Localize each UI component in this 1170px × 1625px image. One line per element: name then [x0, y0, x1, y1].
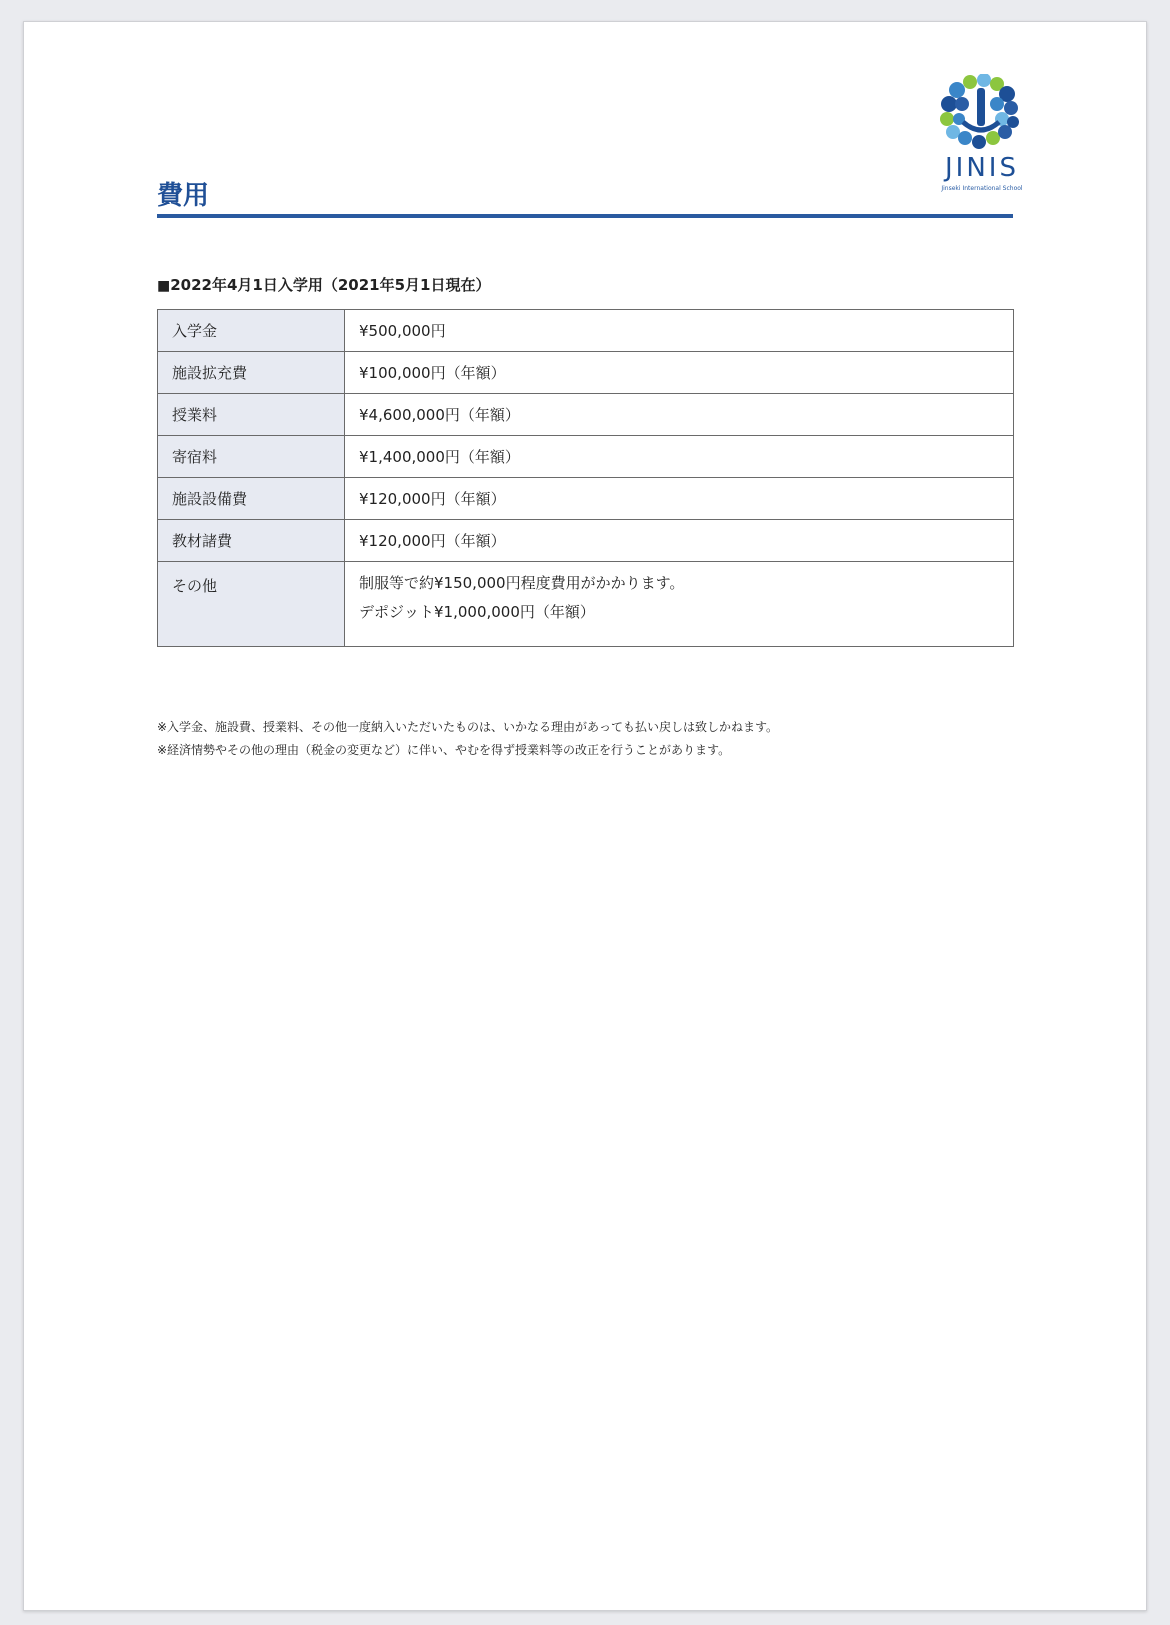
footnote: ※経済情勢やその他の理由（税金の変更など）に伴い、やむを得ず授業料等の改正を行うことがあります。	[157, 743, 731, 757]
fee-value: ¥4,600,000円（年額）	[345, 394, 1014, 436]
footnotes	[157, 716, 778, 762]
fee-value-line: デポジット¥1,000,000円（年額）	[359, 603, 595, 621]
square-bullet-icon: ■	[157, 278, 171, 294]
logo-subtitle: Jinseki International School	[941, 185, 1023, 192]
table-row	[158, 394, 1014, 436]
table-row	[158, 310, 1014, 352]
logo-emblem-icon	[937, 74, 1027, 152]
fee-label: 入学金	[158, 310, 345, 352]
fee-label: 施設拡充費	[158, 352, 345, 394]
fee-label: 寄宿料	[158, 436, 345, 478]
section-heading	[157, 274, 490, 295]
fee-table	[157, 309, 1014, 647]
fee-label: その他	[158, 562, 345, 647]
table-row	[158, 436, 1014, 478]
fee-value: ¥120,000円（年額）	[345, 520, 1014, 562]
fee-value	[345, 562, 1014, 647]
fee-value: ¥120,000円（年額）	[345, 478, 1014, 520]
title-divider	[157, 214, 1013, 218]
logo-wordmark: JINIS	[945, 153, 1019, 183]
document-page	[23, 21, 1147, 1611]
school-logo	[917, 74, 1047, 206]
table-row	[158, 520, 1014, 562]
footnote: ※入学金、施設費、授業料、その他一度納入いただいたものは、いかなる理由があっても払い戻しは致しかねます。	[157, 720, 778, 734]
fee-label: 教材諸費	[158, 520, 345, 562]
fee-value: ¥1,400,000円（年額）	[345, 436, 1014, 478]
table-row	[158, 478, 1014, 520]
fee-value: ¥500,000円	[345, 310, 1014, 352]
fee-label: 施設設備費	[158, 478, 345, 520]
fee-value-line: 制服等で約¥150,000円程度費用がかかります。	[359, 574, 685, 592]
table-row	[158, 562, 1014, 647]
fee-value: ¥100,000円（年額）	[345, 352, 1014, 394]
section-heading-text: 2022年4月1日入学用（2021年5月1日現在）	[170, 276, 491, 294]
page-title: 費用	[157, 181, 210, 211]
table-row	[158, 352, 1014, 394]
fee-label: 授業料	[158, 394, 345, 436]
